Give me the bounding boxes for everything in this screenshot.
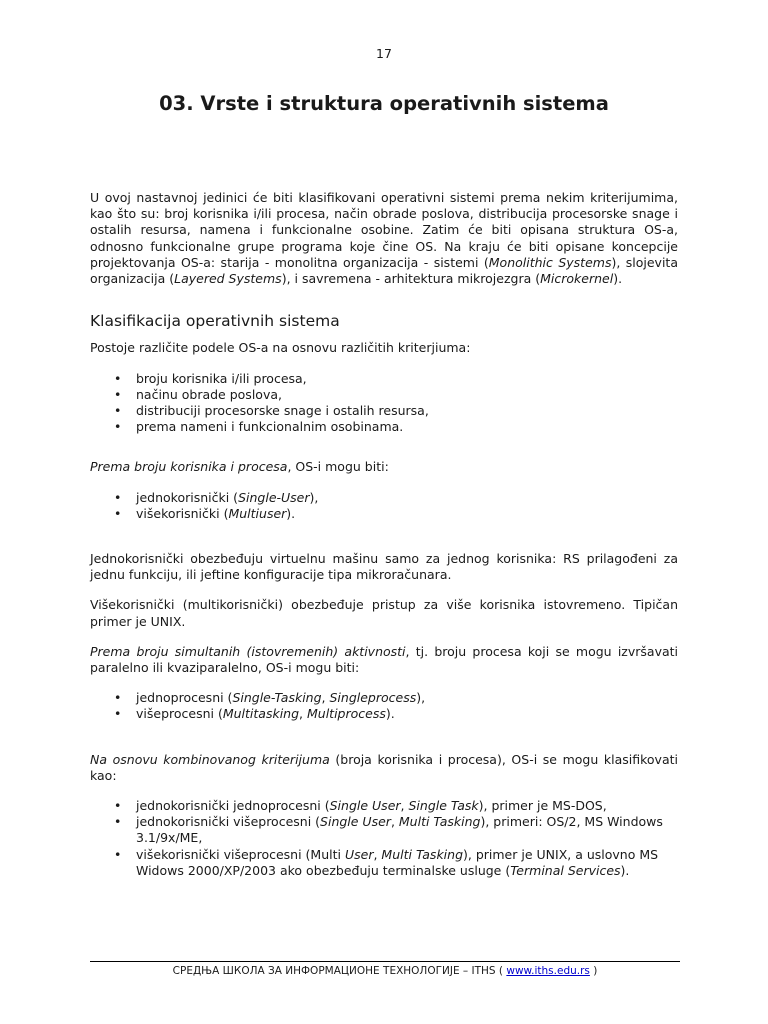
chapter-title: 03. Vrste i struktura operativnih sistema: [159, 92, 609, 115]
text-run: ), slojevita organizacija (: [90, 254, 678, 287]
italic-text: Single User: [329, 798, 401, 814]
text-run: ), primeri: OS/2, MS Windows 3.1/9x/ME,: [136, 814, 663, 846]
italic-text: Singleprocess: [329, 690, 417, 706]
text-run: ,: [321, 690, 330, 706]
combined-intro-paragraph: [90, 752, 678, 784]
italic-text: Na osnovu kombinovanog kriterijuma: [90, 751, 330, 767]
text-run: ), i savremena - arhitektura mikrojezgra (: [281, 271, 541, 287]
users-list: [90, 490, 678, 522]
footer-website-link[interactable]: www.iths.edu.rs: [506, 965, 590, 977]
text-run: ),: [309, 489, 319, 505]
text-run: ).: [613, 271, 623, 287]
italic-text: User: [344, 846, 374, 862]
list-item: [136, 847, 678, 879]
text-run: jednoprocesni (: [136, 690, 233, 706]
list-item: [136, 506, 678, 522]
italic-text: Multi Tasking: [398, 814, 481, 830]
italic-text: Multiprocess: [307, 706, 386, 722]
text-run: ,: [400, 798, 409, 814]
text-run: (broja korisnika i procesa), OS-i se mogu klasifikovati kao:: [90, 751, 678, 783]
italic-text: Single User: [320, 814, 391, 830]
italic-text: Single Task: [408, 798, 479, 814]
italic-text: Single-User: [238, 489, 310, 505]
footer-closing-paren: ): [589, 965, 598, 977]
text-run: načinu obrade poslova,: [136, 386, 282, 402]
list-item: [136, 419, 678, 435]
text-run: U ovoj nastavnoj jedinici će biti klasifikovani operativni sistemi prema nekim kriterijumima, kao što su: broj korisnika i/ili procesa, način obrade poslova, distribucija procesorske snage i ostalih resursa, namena i funkcionalne osobine. Zatim će biti opisana struktura OS-a, odnosno funkcionalne grupe programa koje čine OS. Na kraju će biti opisane koncepcije projektovanja OS-a: starija - monolitna organizacija - sistemi (: [90, 190, 678, 270]
italic-text: Multiuser: [228, 505, 287, 521]
list-item: [136, 798, 678, 814]
text-run: ,: [390, 814, 399, 830]
italic-text: Single-Tasking: [232, 690, 322, 706]
text-run: ), primer je UNIX, a uslovno MS Widows 2000/XP/2003 ako obezbeđuju terminalske usluge (: [136, 846, 659, 878]
text-run: jednokorisnički višeprocesni (: [136, 814, 321, 830]
tasks-list: [90, 690, 678, 722]
italic-text: Microkernel: [540, 271, 614, 287]
lead-paragraph: Postoje različite podele OS-a na osnovu različitih kriterjiuma:: [90, 340, 471, 356]
text-run: ).: [620, 862, 630, 878]
list-item: [136, 814, 678, 846]
text-run: ).: [286, 505, 296, 521]
italic-text: Monolithic Systems: [488, 254, 612, 270]
text-run: ,: [299, 706, 307, 722]
text-run: jednokorisnički jednoprocesni (: [136, 798, 330, 814]
intro-paragraph: [90, 190, 678, 287]
single-user-paragraph: [90, 551, 678, 583]
tasks-intro-paragraph: [90, 644, 678, 676]
multi-user-paragraph: [90, 597, 678, 629]
list-item: [136, 490, 678, 506]
combined-list: [90, 798, 678, 879]
text-run: , OS-i mogu biti:: [287, 459, 389, 475]
list-item: [136, 706, 678, 722]
text-run: jednokorisnički (: [136, 489, 239, 505]
italic-text: Multi Tasking: [381, 846, 464, 862]
page-footer: [90, 965, 680, 977]
criteria-list: [90, 371, 678, 436]
users-intro-paragraph: [90, 459, 678, 475]
list-item: [136, 403, 678, 419]
text-run: ),: [416, 690, 426, 706]
text-run: višekorisnički višeprocesni (Multi: [136, 846, 345, 862]
text-run: višeprocesni (: [136, 706, 223, 722]
list-item: [136, 371, 678, 387]
italic-text: Layered Systems: [174, 271, 282, 287]
text-run: broju korisnika i/ili procesa,: [136, 370, 307, 386]
text-run: višekorisnički (: [136, 505, 229, 521]
footer-divider: [90, 961, 680, 962]
text-run: Višekorisnički (multikorisnički) obezbeđuje pristup za više korisnika istovremeno. Tipičan primer je UNIX.: [90, 597, 678, 629]
italic-text: Prema broju simultanih (istovremenih) aktivnosti: [90, 643, 406, 659]
list-item: [136, 387, 678, 403]
text-run: ), primer je MS-DOS,: [478, 798, 607, 814]
italic-text: Multitasking: [222, 706, 300, 722]
text-run: , tj. broju procesa koji se mogu izvršavati paralelno ili kvaziparalelno, OS-i mogu biti:: [90, 643, 679, 676]
page-number: 17: [376, 46, 392, 61]
italic-text: Terminal Services: [510, 862, 621, 878]
text-run: Jednokorisnički obezbeđuju virtuelnu mašinu samo za jednog korisnika: RS prilagođeni za jednu funkciju, ili jeftine konfiguracije tipa mikroračunara.: [90, 551, 678, 583]
text-run: ,: [373, 846, 382, 862]
text-run: prema nameni i funkcionalnim osobinama.: [136, 419, 404, 435]
footer-school-name: СРЕДЊА ШКОЛА ЗА ИНФОРМАЦИОНЕ ТЕХНОЛОГИЈЕ – ITHS (: [172, 965, 507, 977]
text-run: distribuciji procesorske snage i ostalih resursa,: [136, 403, 429, 419]
italic-text: Prema broju korisnika i procesa: [90, 459, 288, 475]
document-body: [90, 190, 678, 879]
list-item: [136, 690, 678, 706]
section-heading: Klasifikacija operativnih sistema: [90, 312, 340, 331]
text-run: ).: [385, 706, 395, 722]
